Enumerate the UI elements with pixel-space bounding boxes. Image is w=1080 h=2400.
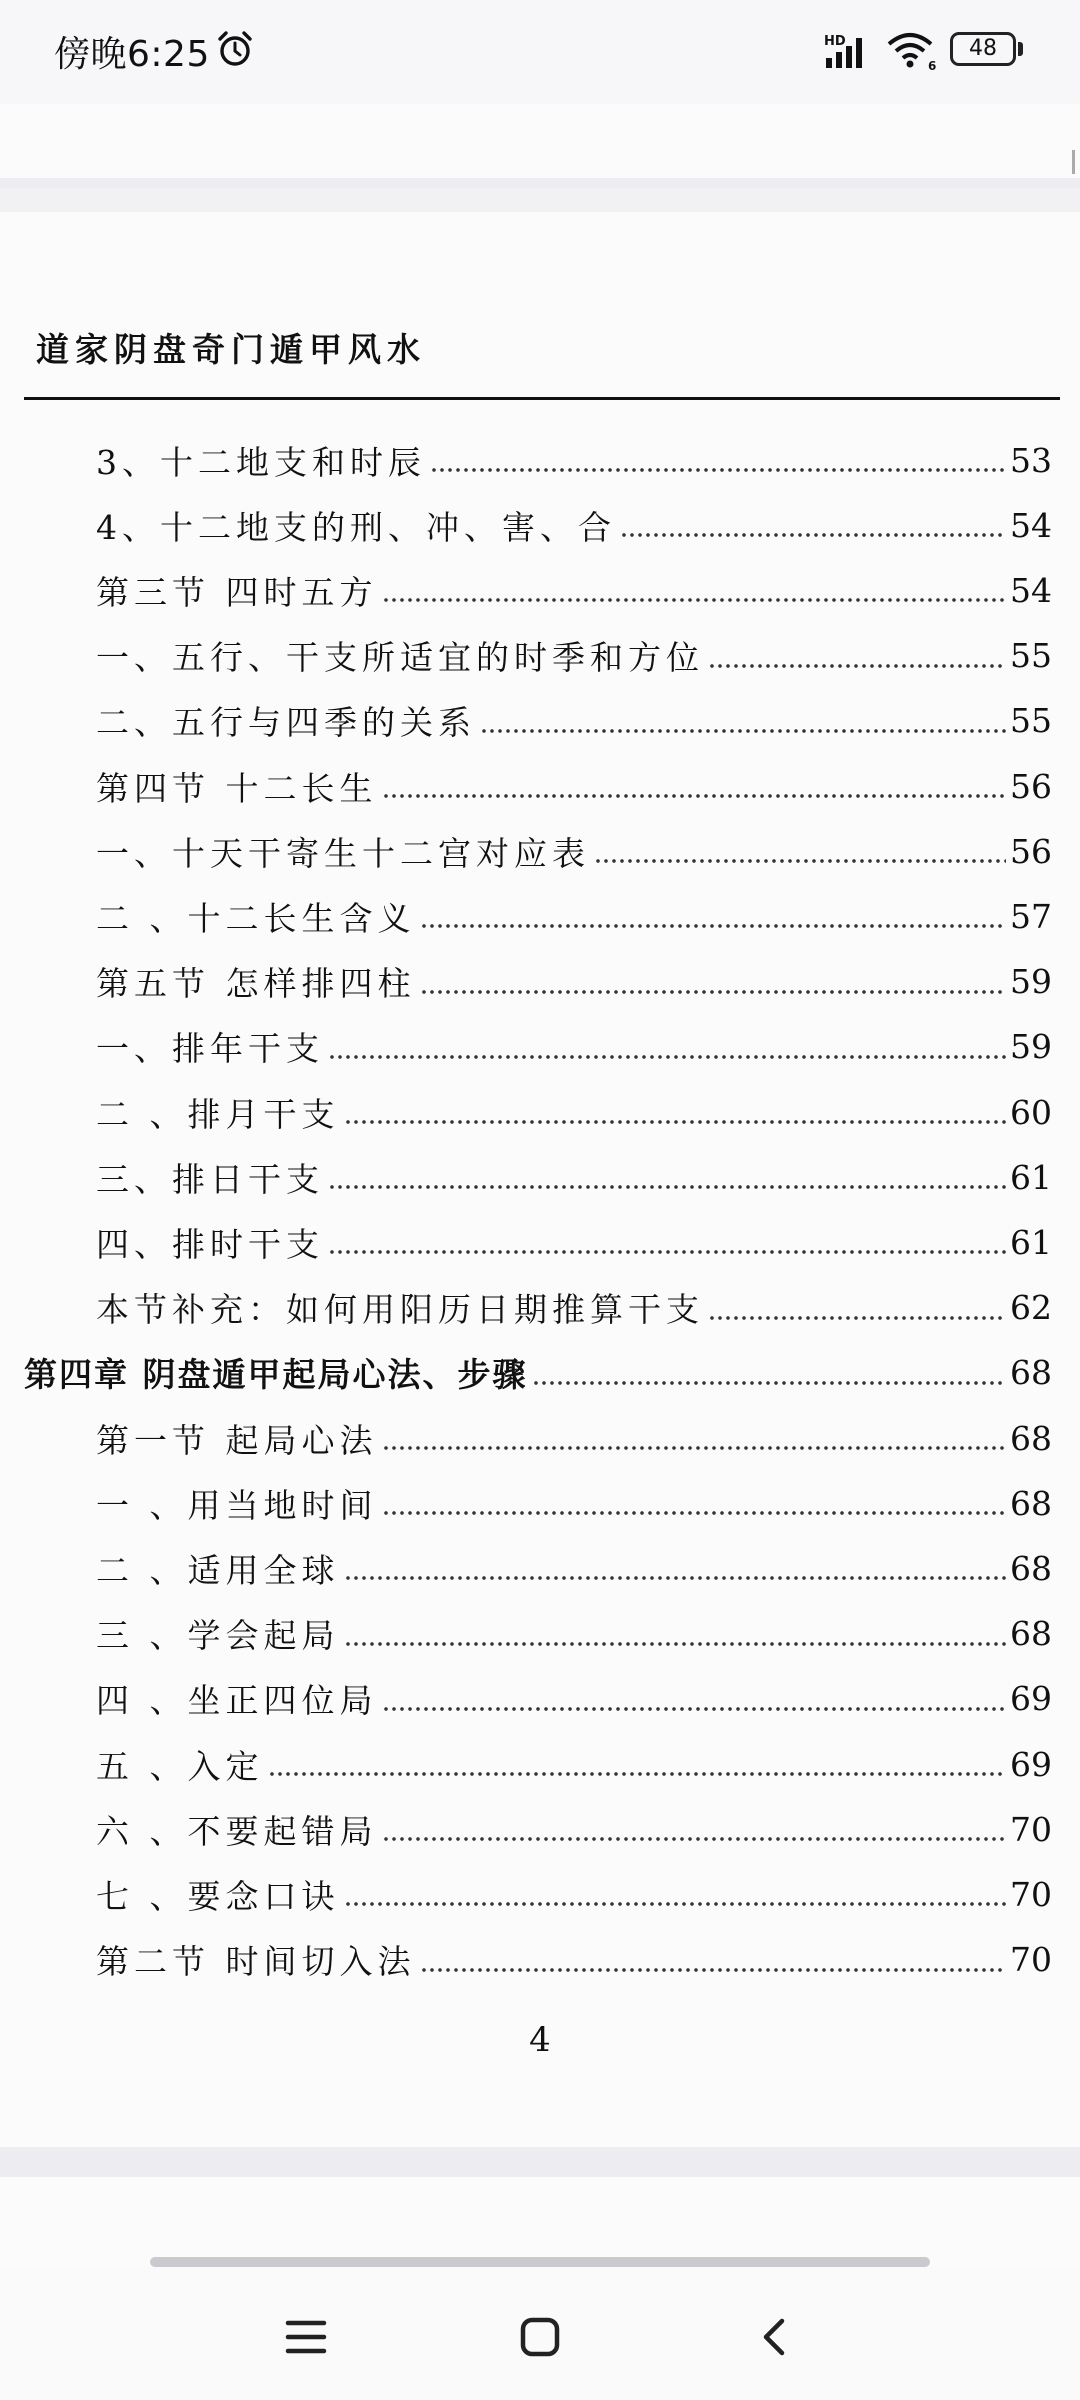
toc-row[interactable]: [0, 1799, 1080, 1859]
toc-entry-page: 54: [1010, 570, 1052, 610]
toc-dot-leader: [480, 706, 1006, 736]
toc-row[interactable]: [0, 1669, 1080, 1729]
status-bar: [0, 0, 1080, 104]
toc-entry-title: 二、五行与四季的关系: [96, 703, 476, 743]
toc-row[interactable]: [0, 1278, 1080, 1338]
toc-row[interactable]: [0, 560, 1080, 620]
toc-entry-page: 70: [1010, 1874, 1052, 1914]
toc-entry-title: 四、排时干支: [96, 1224, 324, 1264]
toc-dot-leader: [594, 836, 1006, 866]
toc-entry-page: 54: [1010, 505, 1052, 545]
back-button[interactable]: [744, 2307, 804, 2367]
toc-dot-leader: [344, 1553, 1007, 1583]
toc-entry-page: 70: [1010, 1940, 1052, 1980]
toc-dot-leader: [420, 1945, 1007, 1975]
toc-row[interactable]: [0, 1082, 1080, 1142]
toc-entry-page: 69: [1010, 1679, 1052, 1719]
toc-entry-title: 一、排年干支: [96, 1029, 324, 1069]
toc-entry-page: 68: [1010, 1353, 1052, 1393]
toc-row[interactable]: [0, 1212, 1080, 1272]
toc-entry-page: 62: [1010, 1288, 1052, 1328]
alarm-icon: [216, 30, 254, 68]
toc-row[interactable]: [0, 1473, 1080, 1533]
toc-dot-leader: [382, 575, 1007, 605]
toc-entry-title: 二 、排月干支: [96, 1094, 340, 1134]
toc-entry-title: 4、十二地支的刑、冲、害、合: [96, 507, 616, 547]
toc-entry-title: 第二节 时间切入法: [96, 1942, 416, 1982]
toc-dot-leader: [328, 1162, 1006, 1192]
toc-dot-leader: [708, 641, 1006, 671]
toc-dot-leader: [382, 1814, 1007, 1844]
toc-entry-page: 68: [1010, 1548, 1052, 1588]
toc-dot-leader: [620, 510, 1006, 540]
previous-page-fragment: [0, 104, 1080, 180]
toc-entry-page: 68: [1010, 1418, 1052, 1458]
toc-row[interactable]: [0, 1017, 1080, 1077]
toc-row[interactable]: [0, 1147, 1080, 1207]
toc-row[interactable]: [0, 821, 1080, 881]
toc-entry-page: 68: [1010, 1483, 1052, 1523]
signal-icon: [822, 32, 880, 70]
toc-entry-page: 59: [1010, 1027, 1052, 1067]
toc-dot-leader: [420, 967, 1007, 997]
toc-entry-page: 61: [1010, 1222, 1052, 1262]
toc-entry-title: 五 、入定: [96, 1746, 264, 1786]
toc-dot-leader: [430, 445, 1006, 475]
page-separator: [0, 178, 1080, 188]
battery-icon: 48: [950, 32, 1016, 66]
toc-entry-page: 60: [1010, 1092, 1052, 1132]
wifi-badge: 6: [928, 59, 937, 72]
toc-dot-leader: [268, 1749, 1007, 1779]
toc-entry-title: 三、排日干支: [96, 1159, 324, 1199]
toc-entry-title: 一、五行、干支所适宜的时季和方位: [96, 638, 704, 678]
network-badge: HD: [824, 34, 846, 49]
toc-entry-title: 一 、用当地时间: [96, 1485, 378, 1525]
toc-dot-leader: [382, 1684, 1007, 1714]
wifi-icon: [886, 30, 938, 72]
toc-entry-title: 本节补充：如何用阳历日期推算干支: [96, 1290, 704, 1330]
toc-entry-title: 第五节 怎样排四柱: [96, 964, 416, 1004]
home-button[interactable]: [510, 2307, 570, 2367]
toc-row[interactable]: [0, 886, 1080, 946]
toc-entry-page: 61: [1010, 1157, 1052, 1197]
toc-entry-title: 第四章 阴盘遁甲起局心法、步骤: [24, 1355, 528, 1395]
toc-row[interactable]: [0, 1734, 1080, 1794]
toc-dot-leader: [344, 1879, 1007, 1909]
toc-row[interactable]: [0, 1604, 1080, 1664]
toc-dot-leader: [382, 771, 1007, 801]
toc-entry-title: 一、十天干寄生十二宫对应表: [96, 833, 590, 873]
toc-entry-title: 3、十二地支和时辰: [96, 442, 426, 482]
toc-entry-title: 第四节 十二长生: [96, 768, 378, 808]
toc-entry-title: 七 、要念口诀: [96, 1876, 340, 1916]
toc-entry-title: 二 、适用全球: [96, 1550, 340, 1590]
book-title: 道家阴盘奇门遁甲风水: [36, 330, 426, 369]
battery-nub: [1018, 42, 1023, 56]
toc-row[interactable]: [0, 1408, 1080, 1468]
toc-dot-leader: [344, 1097, 1007, 1127]
toc-dot-leader: [382, 1488, 1007, 1518]
toc-entry-page: 55: [1010, 636, 1052, 676]
toc-entry-title: 三 、学会起局: [96, 1616, 340, 1656]
next-page-fragment: [0, 2177, 1080, 2267]
toc-dot-leader: [328, 1227, 1006, 1257]
toc-entry-page: 68: [1010, 1614, 1052, 1654]
toc-entry-page: 56: [1010, 831, 1052, 871]
toc-entry-page: 55: [1010, 701, 1052, 741]
toc-dot-leader: [532, 1358, 1007, 1388]
toc-entry-title: 第一节 起局心法: [96, 1420, 378, 1460]
toc-entry-page: 53: [1010, 440, 1052, 480]
page-separator: [0, 2147, 1080, 2177]
home-icon: [518, 2315, 562, 2359]
toc-row[interactable]: [0, 626, 1080, 686]
toc-entry-page: 56: [1010, 766, 1052, 806]
toc-entry-title: 第三节 四时五方: [96, 572, 378, 612]
toc-dot-leader: [708, 1293, 1006, 1323]
toc-row[interactable]: [0, 756, 1080, 816]
toc-entry-page: 57: [1010, 896, 1052, 936]
toc-entry-title: 六 、不要起错局: [96, 1811, 378, 1851]
back-icon: [754, 2315, 794, 2359]
toc-chapter-row[interactable]: [0, 1343, 1080, 1403]
toc-row[interactable]: [0, 1864, 1080, 1924]
navigation-bar: [0, 2267, 1080, 2400]
toc-row[interactable]: [0, 1930, 1080, 1990]
toc-entry-page: 70: [1010, 1809, 1052, 1849]
toc-row[interactable]: [0, 495, 1080, 555]
header-rule: [24, 397, 1060, 400]
menu-icon: [284, 2317, 328, 2357]
menu-button[interactable]: [276, 2307, 336, 2367]
toc-entry-title: 四 、坐正四位局: [96, 1681, 378, 1721]
page-number: 4: [529, 2020, 551, 2060]
horizontal-scrollbar[interactable]: [150, 2257, 930, 2267]
toc-entry-page: 59: [1010, 962, 1052, 1002]
toc-entry-page: 69: [1010, 1744, 1052, 1784]
toc-dot-leader: [420, 901, 1007, 931]
toc-row[interactable]: [0, 691, 1080, 751]
toc-dot-leader: [382, 1423, 1007, 1453]
toc-dot-leader: [328, 1032, 1006, 1062]
toc-entry-title: 二 、十二长生含义: [96, 898, 416, 938]
scroll-indicator: [1072, 150, 1075, 174]
status-time: 傍晚6:25: [54, 34, 210, 75]
toc-row[interactable]: [0, 1538, 1080, 1598]
toc-dot-leader: [344, 1619, 1007, 1649]
toc-row[interactable]: [0, 430, 1080, 490]
document-page[interactable]: [0, 212, 1080, 2147]
toc-row[interactable]: [0, 952, 1080, 1012]
